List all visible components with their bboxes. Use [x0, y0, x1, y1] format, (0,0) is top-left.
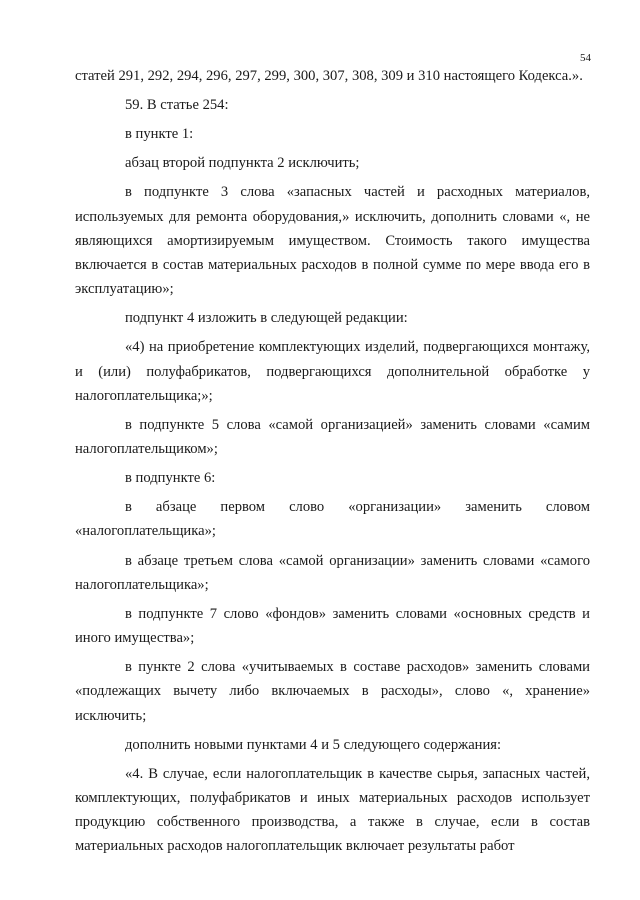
paragraph: абзац второй подпункта 2 исключить;	[125, 155, 360, 172]
paragraph: дополнить новыми пунктами 4 и 5 следующего содержания:	[125, 736, 502, 753]
paragraph: в пункте 1:	[125, 126, 194, 143]
paragraph: в подпункте 6:	[125, 470, 216, 487]
paragraph: «4. В случае, если налогоплательщик в качестве сырья, запасных частей, комплектующих, полуфабрикатов и иных материальных расходов использует продукцию собственного производства, а также в случае, если в состав материальных расходов налогоплательщик включает результаты работ	[75, 765, 590, 855]
paragraph: в абзаце третьем слова «самой организации» заменить словами «самого налогоплательщика»;	[75, 552, 590, 593]
paragraph: в подпункте 5 слова «самой организацией» заменить словами «самим налогоплательщиком»;	[75, 416, 590, 458]
paragraph: статей 291, 292, 294, 296, 297, 299, 300, 307, 308, 309 и 310 настоящего Кодекса.».	[75, 68, 583, 84]
document-body	[75, 64, 590, 863]
paragraph: 59. В статье 254:	[125, 97, 229, 114]
paragraph: в подпункте 7 слово «фондов» заменить словами «основных средств и иного имущества»;	[75, 605, 590, 647]
paragraph: подпункт 4 изложить в следующей редакции:	[125, 310, 408, 327]
paragraph: в подпункте 3 слова «запасных частей и расходных материалов, используемых для ремонта оборудования,» исключить, дополнить словами «, не являющихся амортизируемым имуществом. Стоимость такого имущества включается в состав материальных расходов в полной сумме по мере ввода его в эксплуатацию»;	[75, 184, 590, 298]
paragraph: в пункте 2 слова «учитываемых в составе расходов» заменить словами «подлежащих вычету либо включаемых в расходы», слово «, хранение» исключить;	[75, 659, 590, 724]
page-number: 54	[580, 52, 591, 64]
paragraph: «4) на приобретение комплектующих изделий, подвергающихся монтажу, и (или) полуфабрикатов, подвергающихся дополнительной обработке у налогоплательщика;»;	[75, 339, 590, 404]
paragraph: в абзаце первом слово «организации» заменить словом «налогоплательщика»;	[75, 499, 590, 540]
